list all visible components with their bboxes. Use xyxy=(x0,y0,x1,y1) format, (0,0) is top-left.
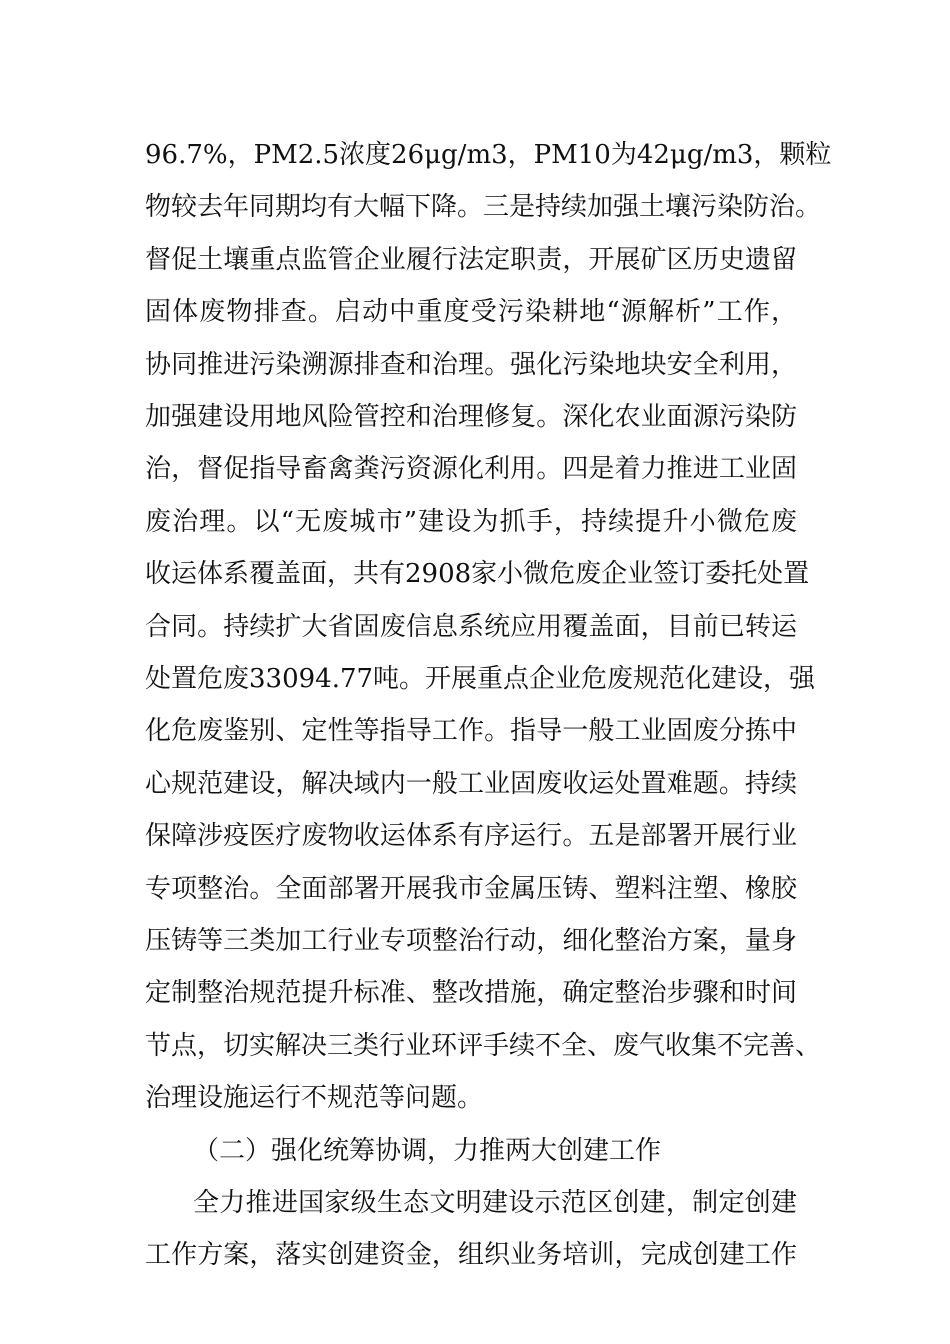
paragraph-line: 节点，切实解决三类行业环评手续不全、废气收集不完善、 xyxy=(145,1030,822,1061)
paragraph-line: 96.7%，PM2.5浓度26μg/m3，PM10为42μg/m3，颗粒 xyxy=(145,140,832,170)
paragraph-line: 物较去年同期均有大幅下降。三是持续加强土壤污染防治。 xyxy=(145,192,822,223)
paragraph-line: 治理设施运行不规范等问题。 xyxy=(145,1083,484,1114)
paragraph-line: 定制整治规范提升标准、整改措施，确定整治步骤和时间 xyxy=(145,978,797,1009)
paragraph-line: 工作方案，落实创建资金，组织业务培训，完成创建工作 xyxy=(145,1240,797,1271)
paragraph-line: 协同推进污染溯源排查和治理。强化污染地块安全利用， xyxy=(145,349,797,380)
paragraph-line: 心规范建设，解决域内一般工业固废收运处置难题。持续 xyxy=(145,768,797,799)
paragraph-line: 保障涉疫医疗废物收运体系有序运行。五是部署开展行业 xyxy=(145,821,797,852)
paragraph-line: 处置危废33094.77吨。开展重点企业危废规范化建设，强 xyxy=(145,664,816,694)
section-heading: （二）强化统筹协调，力推两大创建工作 xyxy=(193,1135,662,1166)
paragraph-line: 合同。持续扩大省固废信息系统应用覆盖面，目前已转运 xyxy=(145,611,797,642)
paragraph-line: 压铸等三类加工行业专项整治行动，细化整治方案，量身 xyxy=(145,926,797,956)
paragraph-line: 收运体系覆盖面，共有2908家小微危废企业签订委托处置 xyxy=(145,559,810,590)
paragraph-line: 加强建设用地风险管控和治理修复。深化农业面源污染防 xyxy=(145,402,797,432)
paragraph-line: 治，督促指导畜禽粪污资源化利用。四是着力推进工业固 xyxy=(145,454,797,485)
paragraph-line: 专项整治。全面部署开展我市金属压铸、塑料注塑、橡胶 xyxy=(145,873,797,904)
paragraph-line: 废治理。以“无废城市”建设为抓手，持续提升小微危废 xyxy=(145,506,797,537)
paragraph-line: 全力推进国家级生态文明建设示范区创建，制定创建 xyxy=(193,1188,797,1218)
paragraph-line: 固体废物排查。启动中重度受污染耕地“源解析”工作， xyxy=(145,297,797,328)
paragraph-line: 化危废鉴别、定性等指导工作。指导一般工业固废分拣中 xyxy=(145,716,797,747)
paragraph-line: 督促土壤重点监管企业履行法定职责，开展矿区历史遗留 xyxy=(145,244,797,275)
